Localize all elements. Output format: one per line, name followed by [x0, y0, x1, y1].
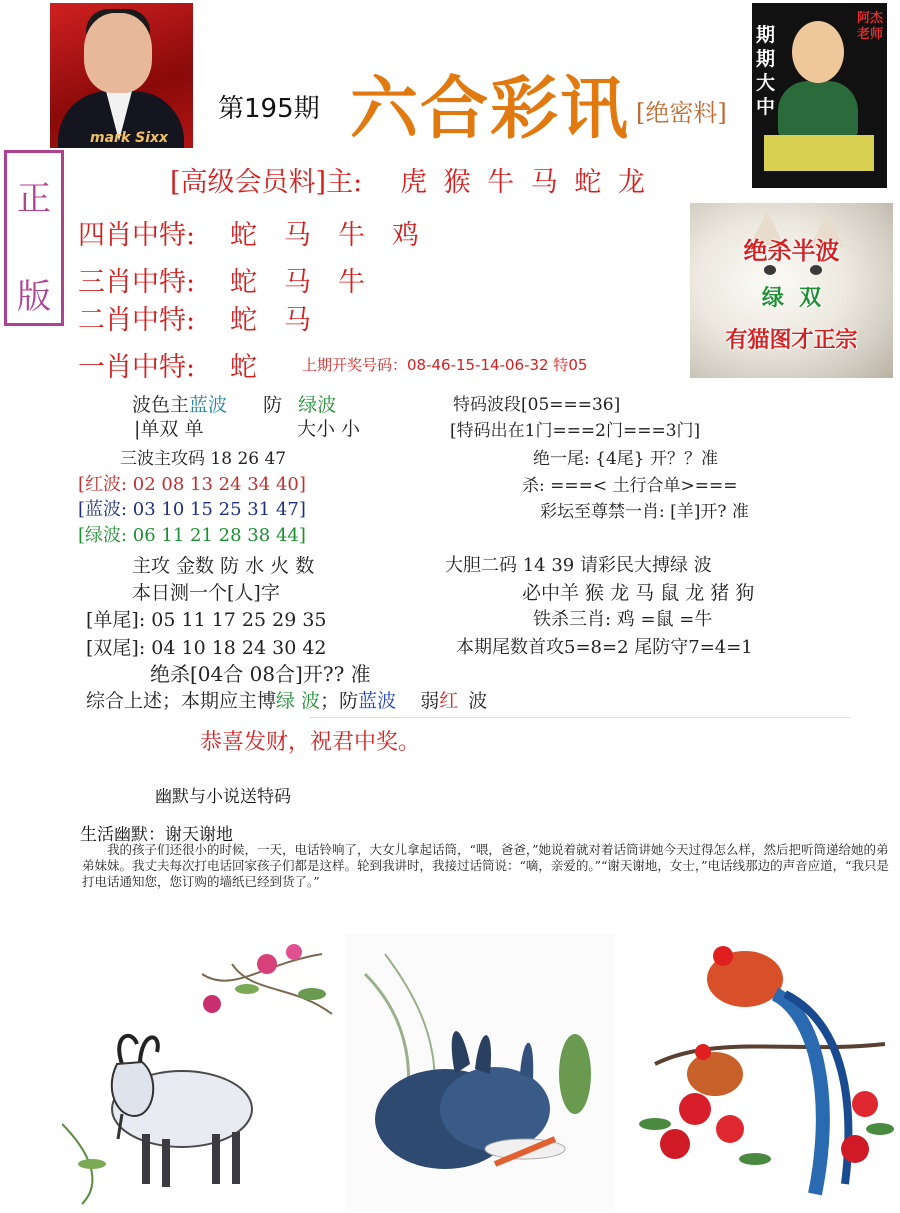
summary-prefix: 综合上述；本期应主博: [86, 690, 277, 712]
iron-kill-zodiacs: 铁杀三肖: 鸡 =鼠 =牛: [533, 609, 713, 630]
pick-two-value: 蛇 马: [230, 305, 311, 336]
summary-weak-suffix: 波: [468, 690, 488, 712]
cat-eye-left: [764, 265, 776, 275]
red-wave-numbers: [红波: 02 08 13 24 34 40]: [78, 474, 306, 495]
three-wave-codes: 三波主攻码 18 26 47: [120, 449, 287, 469]
cat-promo-box: [690, 203, 893, 378]
summary-weak-red: 红: [439, 690, 459, 712]
pick-three-label: 三肖中特:: [78, 267, 196, 298]
cartoon-table: [764, 135, 874, 171]
page-subtitle: [绝密料]: [636, 99, 727, 127]
page-title: 六合彩讯: [350, 70, 631, 149]
congrats-message: 恭喜发财，祝君中奖。: [200, 730, 421, 755]
pick-two-label: 二肖中特:: [78, 305, 196, 336]
wave-main-prefix: 波色主: [132, 394, 190, 416]
big-small: 大小 小: [297, 418, 361, 440]
rabbit-painting: [345, 934, 615, 1212]
host-photo: [50, 3, 193, 148]
pick-one-label: 一肖中特:: [78, 352, 196, 383]
pick-three-value: 蛇 马 牛: [230, 267, 365, 298]
cartoon-body: [778, 81, 858, 137]
special-door: [特码出在1门===2门===3门]: [450, 421, 701, 441]
forbidden-zodiac: 彩坛至尊禁一肖: [羊]开? 准: [540, 502, 749, 522]
genuine-badge: [4, 150, 64, 326]
summary-mid: ；防: [320, 690, 359, 712]
kill-combo: 绝杀[04合 08合]开?? 准: [150, 662, 371, 686]
green-wave-numbers: [绿波: 06 11 21 28 38 44]: [78, 525, 306, 546]
issue-number: 第195期: [218, 94, 320, 124]
cartoon-red-caption: 阿杰老师: [857, 11, 884, 42]
cartoon-photo: [752, 3, 887, 188]
odd-tail-numbers: [单尾]: 05 11 17 25 29 35: [86, 609, 327, 631]
must-hit-zodiacs: 必中羊 猴 龙 马 鼠 龙 猪 狗: [522, 582, 755, 604]
character-today: 本日测一个[人]字: [132, 582, 280, 604]
blue-wave-numbers: [蓝波: 03 10 15 25 31 47]: [78, 499, 306, 520]
vip-label: [高级会员料]主:: [170, 167, 363, 198]
rooster-painting: [615, 934, 898, 1212]
vip-animals: 虎 猴 牛 马 蛇 龙: [400, 167, 649, 198]
summary-main-wave: 绿 波: [276, 690, 321, 712]
summary-weak-prefix: 弱: [420, 690, 440, 712]
cat-box-line-2: 绿 双: [761, 286, 822, 311]
story-text: 我的孩子们还很小的时候，一天，电话铃响了，大女儿拿起话筒，“喂，爸爸，”她说着就对着话筒讲她今天过得怎么样，然后把听筒递给她的弟弟妹妹。我丈夫每次打电话回家孩子们都是这样。轮到我讲时，我接过话筒说：“嘀，亲爱的。”“谢天谢地，女士，”电话线那边的声音应道，“我只是打电话通知您，您订购的墙纸已经到货了。”: [82, 842, 889, 889]
mark-six-logo: mark Sixx: [90, 130, 169, 146]
goat-painting: [62, 934, 345, 1212]
pick-four-value: 蛇 马 牛 鸡: [230, 220, 419, 251]
wave-main-row: [132, 390, 336, 417]
tail-numbers: 本期尾数首攻5=8=2 尾防守7=4=1: [456, 637, 753, 658]
wave-main-value: 蓝波: [189, 394, 228, 416]
portrait-face: [84, 13, 152, 93]
humor-section-title: 幽默与小说送特码: [155, 787, 291, 807]
cat-box-line-3: 有猫图才正宗: [725, 328, 858, 353]
pick-four-label: 四肖中特:: [78, 220, 196, 251]
cat-eye-right: [810, 265, 822, 275]
summary-line: [86, 686, 487, 713]
wave-guard-value: 绿波: [298, 394, 337, 416]
attack-numbers: 主攻 金数 防 水 火 数: [132, 555, 315, 577]
one-tail-pick: 绝一尾: {4尾} 开？？准: [533, 449, 718, 469]
summary-divider: [310, 717, 850, 718]
special-range: 特码波段[05===36]: [453, 395, 621, 415]
badge-char-1: 正: [17, 179, 51, 219]
even-tail-numbers: [双尾]: 04 10 18 24 30 42: [86, 637, 327, 659]
two-codes: 大胆二码 14 39 请彩民大搏绿 波: [445, 555, 712, 576]
cartoon-caption: 期期大中: [756, 24, 776, 118]
cat-box-line-1: 绝杀半波: [743, 237, 840, 265]
wave-guard-prefix: 防: [263, 394, 283, 416]
kill-element: 杀: ===< 土行合单>===: [522, 476, 738, 496]
cartoon-face: [792, 21, 844, 83]
pick-one-value: 蛇: [230, 352, 257, 383]
odd-even: |单双 单: [134, 418, 204, 440]
story-title: 生活幽默：谢天谢地: [80, 825, 233, 845]
badge-char-2: 版: [17, 277, 51, 317]
summary-guard-wave: 蓝波: [358, 690, 397, 712]
last-draw-numbers: 上期开奖号码：08-46-15-14-06-32 特05: [302, 356, 588, 374]
